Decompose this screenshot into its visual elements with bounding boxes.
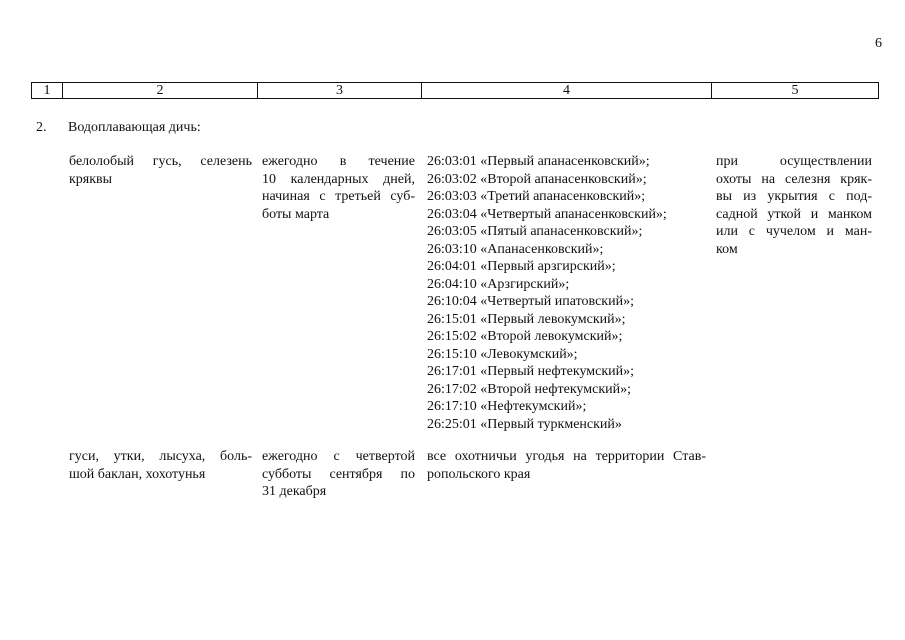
section-title: Водоплавающая дичь: xyxy=(68,120,201,135)
row-2-period-line: субботы сентября по xyxy=(262,466,415,482)
hunting-area-item: 26:04:10 «Арзгирский»; xyxy=(427,276,570,292)
hunting-area-item: 26:15:10 «Левокумский»; xyxy=(427,346,578,362)
row-1-period-line: начиная с третьей суб- xyxy=(262,189,415,204)
row-1-notes xyxy=(716,153,872,258)
column-number-header xyxy=(31,82,879,99)
column-number-3: 3 xyxy=(258,83,422,99)
row-1-notes-line: ком xyxy=(716,241,738,257)
hunting-area-item: 26:17:01 «Первый нефтекумский»; xyxy=(427,364,635,379)
row-2-species xyxy=(69,448,252,483)
row-1-species-line: кряквы xyxy=(69,171,113,187)
row-1-period-line: боты марта xyxy=(262,206,330,222)
hunting-area-item: 26:04:01 «Первый арзгирский»; xyxy=(427,259,616,274)
column-number-2: 2 xyxy=(63,83,258,99)
row-1-notes-line: вы из укрытия с под- xyxy=(716,189,872,204)
hunting-area-item: 26:03:05 «Пятый апанасенковский»; xyxy=(427,224,643,239)
section-number: 2. xyxy=(36,120,47,135)
hunting-area-item: 26:15:02 «Второй левокумский»; xyxy=(427,329,623,344)
page-number: 6 xyxy=(875,36,882,51)
row-2-species-line: гуси, утки, лысуха, боль- xyxy=(69,449,252,464)
row-1-notes-line: охоты на селезня кряк- xyxy=(716,171,872,187)
row-2-species-line: шой баклан, хохотунья xyxy=(69,466,206,482)
hunting-area-item: 26:03:04 «Четвертый апанасенковский»; xyxy=(427,206,667,222)
column-number-5: 5 xyxy=(712,83,879,99)
hunting-area-item: 26:15:01 «Первый левокумский»; xyxy=(427,311,626,327)
column-number-4: 4 xyxy=(422,83,712,99)
row-2-areas-line: все охотничьи угодья на территории Став- xyxy=(427,449,706,464)
row-1-period xyxy=(262,153,415,223)
column-number-1: 1 xyxy=(32,83,63,99)
hunting-area-item: 26:25:01 «Первый туркменский» xyxy=(427,416,622,432)
hunting-area-item: 26:03:01 «Первый апанасенковский»; xyxy=(427,154,650,169)
hunting-area-item: 26:03:02 «Второй апанасенковский»; xyxy=(427,171,647,187)
row-1-period-line: ежегодно в течение xyxy=(262,154,415,169)
row-1-species-line: белолобый гусь, селезень xyxy=(69,154,252,169)
row-1-period-line: 10 календарных дней, xyxy=(262,171,415,187)
row-1-notes-line: садной уткой и манком xyxy=(716,206,872,222)
column-number-row xyxy=(32,83,879,99)
row-2-period-line: 31 декабря xyxy=(262,484,327,499)
row-2-hunting-areas xyxy=(427,448,706,483)
hunting-area-item: 26:03:10 «Апанасенковский»; xyxy=(427,241,604,257)
hunting-area-item: 26:10:04 «Четвертый ипатовский»; xyxy=(427,294,634,309)
row-2-period-line: ежегодно с четвертой xyxy=(262,449,415,464)
hunting-area-item: 26:17:10 «Нефтекумский»; xyxy=(427,399,587,414)
row-1-notes-line: или с чучелом и ман- xyxy=(716,224,872,239)
hunting-area-item: 26:03:03 «Третий апанасенковский»; xyxy=(427,189,646,204)
row-1-species xyxy=(69,153,252,188)
section-heading xyxy=(36,120,201,136)
row-1-notes-line: при осуществлении xyxy=(716,154,872,169)
hunting-area-item: 26:17:02 «Второй нефтекумский»; xyxy=(427,381,631,397)
row-1-hunting-areas xyxy=(427,153,712,433)
row-2-period xyxy=(262,448,415,501)
row-2-areas-line: ропольского края xyxy=(427,466,531,482)
